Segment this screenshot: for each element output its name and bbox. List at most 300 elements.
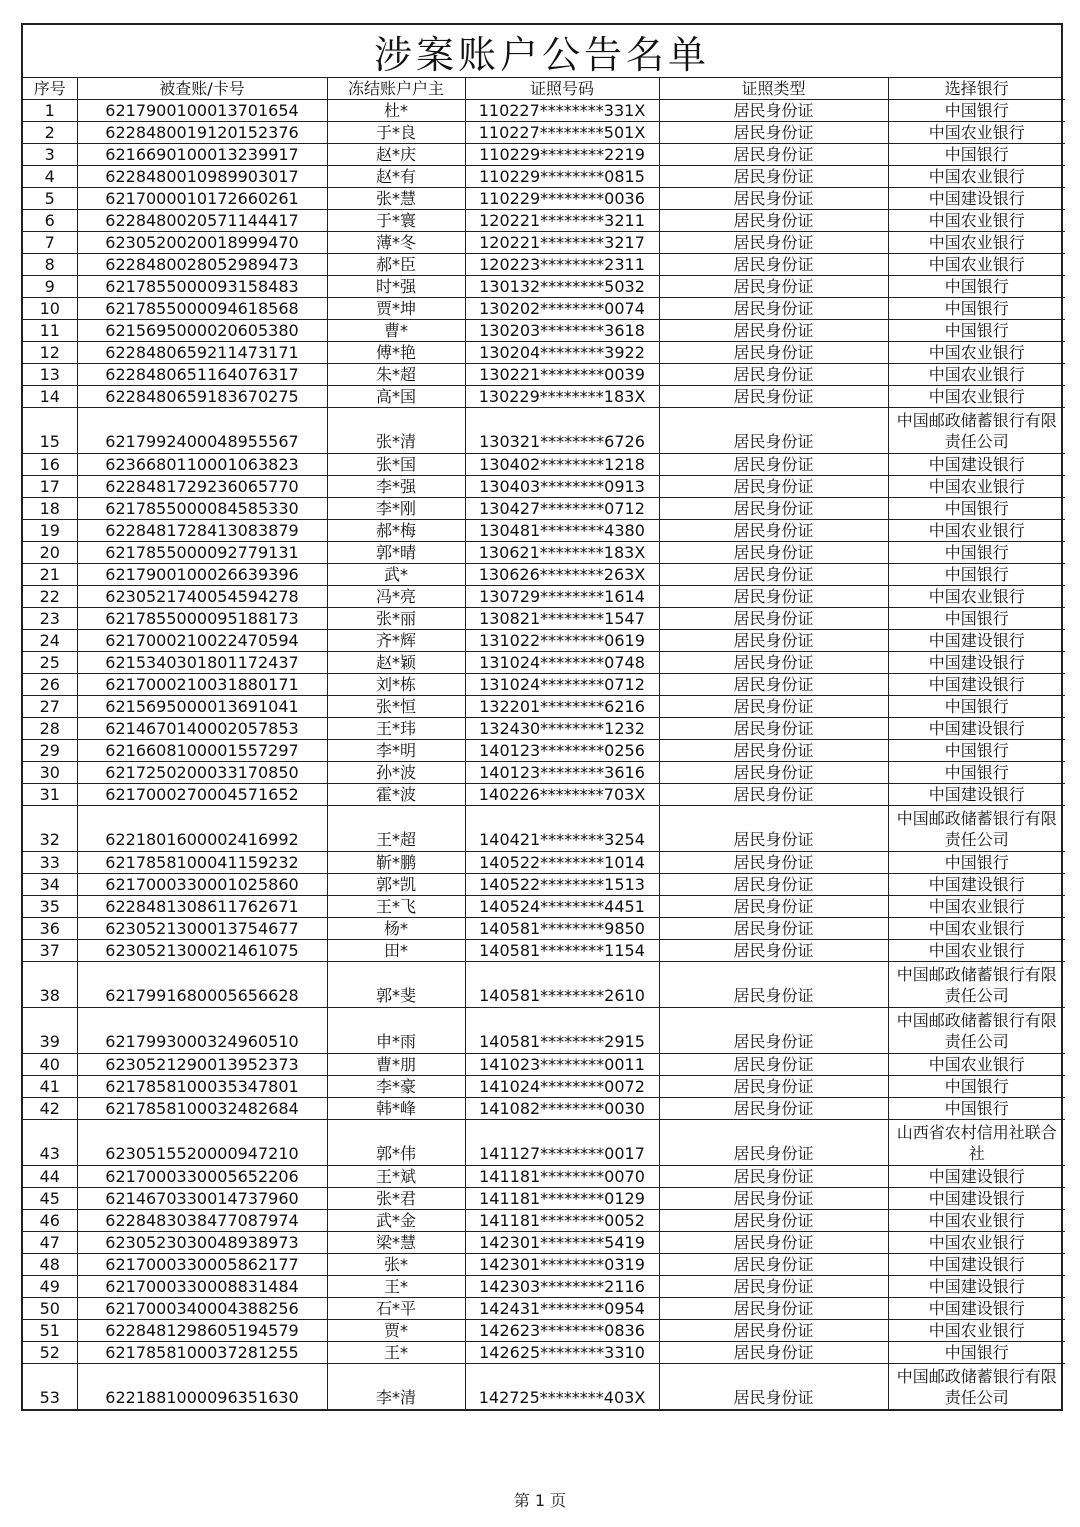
id-type: 居民身份证 — [659, 364, 888, 386]
bank-name: 中国银行 — [888, 320, 1065, 342]
id-type: 居民身份证 — [659, 652, 888, 674]
account-number: 6228480028052989473 — [77, 254, 327, 276]
id-type: 居民身份证 — [659, 874, 888, 896]
row-index: 36 — [23, 918, 77, 940]
account-number: 6217900100026639396 — [77, 564, 327, 586]
bank-name: 中国农业银行 — [888, 254, 1065, 276]
table-row — [23, 166, 1065, 188]
account-holder: 赵*颖 — [327, 652, 465, 674]
id-number: 140522********1014 — [465, 852, 659, 874]
bank-name: 中国农业银行 — [888, 166, 1065, 188]
account-number: 6228481729236065770 — [77, 476, 327, 498]
bank-name: 中国农业银行 — [888, 1320, 1065, 1342]
id-number: 130229********183X — [465, 386, 659, 408]
bank-name: 中国农业银行 — [888, 386, 1065, 408]
account-holder: 赵*有 — [327, 166, 465, 188]
id-type: 居民身份证 — [659, 476, 888, 498]
id-number: 142431********0954 — [465, 1298, 659, 1320]
row-index: 34 — [23, 874, 77, 896]
account-number: 6215340301801172437 — [77, 652, 327, 674]
account-number: 6217000210022470594 — [77, 630, 327, 652]
account-holder: 贾*坤 — [327, 298, 465, 320]
id-number: 130621********183X — [465, 542, 659, 564]
account-holder: 贾* — [327, 1320, 465, 1342]
id-number: 132201********6216 — [465, 696, 659, 718]
table-row — [23, 1298, 1065, 1320]
bank-name: 中国农业银行 — [888, 918, 1065, 940]
id-number: 141024********0072 — [465, 1076, 659, 1098]
table-row — [23, 874, 1065, 896]
id-type: 居民身份证 — [659, 896, 888, 918]
table-row — [23, 1276, 1065, 1298]
column-header-account: 被查账/卡号 — [77, 78, 327, 100]
bank-name: 中国建设银行 — [888, 784, 1065, 806]
row-index: 48 — [23, 1254, 77, 1276]
table-row — [23, 542, 1065, 564]
table-row — [23, 696, 1065, 718]
table-row — [23, 1008, 1065, 1054]
table-row — [23, 1054, 1065, 1076]
row-index: 26 — [23, 674, 77, 696]
table-row — [23, 210, 1065, 232]
table-row — [23, 122, 1065, 144]
bank-name: 中国建设银行 — [888, 674, 1065, 696]
account-notice-sheet — [21, 23, 1063, 1411]
bank-name: 中国建设银行 — [888, 1166, 1065, 1188]
account-number: 6217858100037281255 — [77, 1342, 327, 1364]
id-number: 140226********703X — [465, 784, 659, 806]
id-type: 居民身份证 — [659, 852, 888, 874]
table-row — [23, 386, 1065, 408]
account-number: 6217000340004388256 — [77, 1298, 327, 1320]
account-holder: 张*清 — [327, 408, 465, 454]
column-header-bank: 选择银行 — [888, 78, 1065, 100]
id-type: 居民身份证 — [659, 762, 888, 784]
account-holder: 韩*峰 — [327, 1098, 465, 1120]
account-number: 6228480019120152376 — [77, 122, 327, 144]
bank-name: 中国农业银行 — [888, 1232, 1065, 1254]
table-row — [23, 564, 1065, 586]
row-index: 45 — [23, 1188, 77, 1210]
account-number: 6221801600002416992 — [77, 806, 327, 852]
account-number: 6217858100035347801 — [77, 1076, 327, 1098]
table-row — [23, 188, 1065, 210]
account-number: 6228481298605194579 — [77, 1320, 327, 1342]
account-number: 6217000330005862177 — [77, 1254, 327, 1276]
id-type: 居民身份证 — [659, 564, 888, 586]
account-holder: 梁*慧 — [327, 1232, 465, 1254]
id-number: 130132********5032 — [465, 276, 659, 298]
account-number: 6230520020018999470 — [77, 232, 327, 254]
account-number: 6228483038477087974 — [77, 1210, 327, 1232]
row-index: 5 — [23, 188, 77, 210]
bank-name: 中国银行 — [888, 762, 1065, 784]
id-number: 142303********2116 — [465, 1276, 659, 1298]
row-index: 31 — [23, 784, 77, 806]
bank-name: 中国邮政储蓄银行有限责任公司 — [888, 408, 1065, 454]
row-index: 2 — [23, 122, 77, 144]
bank-name: 中国银行 — [888, 696, 1065, 718]
row-index: 46 — [23, 1210, 77, 1232]
account-number: 6217858100032482684 — [77, 1098, 327, 1120]
account-number: 6216690100013239917 — [77, 144, 327, 166]
account-number: 6217000330008831484 — [77, 1276, 327, 1298]
bank-name: 中国银行 — [888, 1098, 1065, 1120]
row-index: 6 — [23, 210, 77, 232]
id-number: 130202********0074 — [465, 298, 659, 320]
row-index: 24 — [23, 630, 77, 652]
id-type: 居民身份证 — [659, 608, 888, 630]
row-index: 29 — [23, 740, 77, 762]
table-row — [23, 652, 1065, 674]
account-number: 6217855000094618568 — [77, 298, 327, 320]
account-number: 6217855000092779131 — [77, 542, 327, 564]
account-holder: 于*良 — [327, 122, 465, 144]
table-row — [23, 1098, 1065, 1120]
row-index: 8 — [23, 254, 77, 276]
id-number: 110229********0815 — [465, 166, 659, 188]
account-holder: 冯*亮 — [327, 586, 465, 608]
table-row — [23, 232, 1065, 254]
account-holder: 王*超 — [327, 806, 465, 852]
account-number: 6230521300013754677 — [77, 918, 327, 940]
table-row — [23, 762, 1065, 784]
bank-name: 中国银行 — [888, 542, 1065, 564]
table-row — [23, 1188, 1065, 1210]
account-holder: 石*平 — [327, 1298, 465, 1320]
account-holder: 郭*斐 — [327, 962, 465, 1008]
bank-name: 中国建设银行 — [888, 188, 1065, 210]
id-number: 142623********0836 — [465, 1320, 659, 1342]
row-index: 49 — [23, 1276, 77, 1298]
account-table — [23, 78, 1065, 1409]
account-holder: 王*玮 — [327, 718, 465, 740]
row-index: 15 — [23, 408, 77, 454]
row-index: 41 — [23, 1076, 77, 1098]
bank-name: 中国农业银行 — [888, 520, 1065, 542]
account-holder: 郭*伟 — [327, 1120, 465, 1166]
id-number: 130729********1614 — [465, 586, 659, 608]
account-holder: 薄*冬 — [327, 232, 465, 254]
bank-name: 中国银行 — [888, 852, 1065, 874]
account-number: 6217855000095188173 — [77, 608, 327, 630]
id-type: 居民身份证 — [659, 342, 888, 364]
id-number: 131024********0712 — [465, 674, 659, 696]
row-index: 35 — [23, 896, 77, 918]
id-type: 居民身份证 — [659, 1188, 888, 1210]
account-holder: 曹* — [327, 320, 465, 342]
row-index: 50 — [23, 1298, 77, 1320]
column-header-holder: 冻结账户户主 — [327, 78, 465, 100]
table-row — [23, 784, 1065, 806]
id-type: 居民身份证 — [659, 166, 888, 188]
id-type: 居民身份证 — [659, 1276, 888, 1298]
id-number: 141181********0129 — [465, 1188, 659, 1210]
id-type: 居民身份证 — [659, 210, 888, 232]
id-type: 居民身份证 — [659, 298, 888, 320]
row-index: 13 — [23, 364, 77, 386]
id-type: 居民身份证 — [659, 1210, 888, 1232]
bank-name: 中国银行 — [888, 564, 1065, 586]
row-index: 19 — [23, 520, 77, 542]
account-holder: 李*刚 — [327, 498, 465, 520]
id-type: 居民身份证 — [659, 276, 888, 298]
table-row — [23, 852, 1065, 874]
id-type: 居民身份证 — [659, 586, 888, 608]
account-number: 6228480659211473171 — [77, 342, 327, 364]
bank-name: 中国农业银行 — [888, 476, 1065, 498]
row-index: 43 — [23, 1120, 77, 1166]
table-row — [23, 1076, 1065, 1098]
account-number: 6228480010989903017 — [77, 166, 327, 188]
table-row — [23, 254, 1065, 276]
id-type: 居民身份证 — [659, 1342, 888, 1364]
row-index: 38 — [23, 962, 77, 1008]
account-holder: 郭*凯 — [327, 874, 465, 896]
row-index: 17 — [23, 476, 77, 498]
bank-name: 中国邮政储蓄银行有限责任公司 — [888, 806, 1065, 852]
bank-name: 中国银行 — [888, 1342, 1065, 1364]
table-row — [23, 740, 1065, 762]
id-type: 居民身份证 — [659, 1298, 888, 1320]
table-row — [23, 1210, 1065, 1232]
account-holder: 齐*辉 — [327, 630, 465, 652]
bank-name: 中国农业银行 — [888, 1210, 1065, 1232]
account-holder: 靳*鹏 — [327, 852, 465, 874]
column-header-index: 序号 — [23, 78, 77, 100]
account-number: 6217000330005652206 — [77, 1166, 327, 1188]
account-number: 6214670330014737960 — [77, 1188, 327, 1210]
account-number: 6230523030048938973 — [77, 1232, 327, 1254]
table-header-row — [23, 78, 1065, 100]
row-index: 37 — [23, 940, 77, 962]
id-number: 120221********3211 — [465, 210, 659, 232]
id-type: 居民身份证 — [659, 188, 888, 210]
table-row — [23, 1342, 1065, 1364]
id-type: 居民身份证 — [659, 1232, 888, 1254]
row-index: 18 — [23, 498, 77, 520]
bank-name: 中国银行 — [888, 100, 1065, 122]
bank-name: 中国农业银行 — [888, 896, 1065, 918]
account-number: 6217993000324960510 — [77, 1008, 327, 1054]
bank-name: 中国邮政储蓄银行有限责任公司 — [888, 962, 1065, 1008]
row-index: 11 — [23, 320, 77, 342]
id-number: 130221********0039 — [465, 364, 659, 386]
account-number: 6217992400048955567 — [77, 408, 327, 454]
account-holder: 王*斌 — [327, 1166, 465, 1188]
account-holder: 杨* — [327, 918, 465, 940]
table-body — [23, 100, 1065, 1410]
account-number: 6221881000096351630 — [77, 1364, 327, 1410]
id-number: 131024********0748 — [465, 652, 659, 674]
account-holder: 田* — [327, 940, 465, 962]
table-row — [23, 320, 1065, 342]
account-holder: 李*明 — [327, 740, 465, 762]
account-number: 6230515520000947210 — [77, 1120, 327, 1166]
table-row — [23, 630, 1065, 652]
id-number: 140581********2610 — [465, 962, 659, 1008]
account-holder: 张*国 — [327, 454, 465, 476]
bank-name: 中国银行 — [888, 144, 1065, 166]
account-holder: 王* — [327, 1276, 465, 1298]
row-index: 9 — [23, 276, 77, 298]
bank-name: 中国建设银行 — [888, 1188, 1065, 1210]
account-holder: 武*金 — [327, 1210, 465, 1232]
table-row — [23, 498, 1065, 520]
id-type: 居民身份证 — [659, 696, 888, 718]
id-number: 140421********3254 — [465, 806, 659, 852]
id-type: 居民身份证 — [659, 520, 888, 542]
account-number: 6217000210031880171 — [77, 674, 327, 696]
id-type: 居民身份证 — [659, 408, 888, 454]
row-index: 14 — [23, 386, 77, 408]
id-number: 140581********9850 — [465, 918, 659, 940]
bank-name: 中国农业银行 — [888, 586, 1065, 608]
row-index: 4 — [23, 166, 77, 188]
account-number: 6230521290013952373 — [77, 1054, 327, 1076]
id-number: 130821********1547 — [465, 608, 659, 630]
bank-name: 中国邮政储蓄银行有限责任公司 — [888, 1364, 1065, 1410]
account-holder: 李*强 — [327, 476, 465, 498]
id-type: 居民身份证 — [659, 100, 888, 122]
account-holder: 王* — [327, 1342, 465, 1364]
table-row — [23, 608, 1065, 630]
bank-name: 中国农业银行 — [888, 342, 1065, 364]
id-type: 居民身份证 — [659, 740, 888, 762]
id-type: 居民身份证 — [659, 386, 888, 408]
id-number: 141023********0011 — [465, 1054, 659, 1076]
account-number: 6217858100041159232 — [77, 852, 327, 874]
account-number: 6215695000020605380 — [77, 320, 327, 342]
account-holder: 张*丽 — [327, 608, 465, 630]
account-holder: 郭*晴 — [327, 542, 465, 564]
table-row — [23, 454, 1065, 476]
row-index: 10 — [23, 298, 77, 320]
id-number: 130427********0712 — [465, 498, 659, 520]
bank-name: 中国农业银行 — [888, 232, 1065, 254]
table-row — [23, 918, 1065, 940]
account-number: 6217000330001025860 — [77, 874, 327, 896]
bank-name: 中国农业银行 — [888, 364, 1065, 386]
row-index: 3 — [23, 144, 77, 166]
table-row — [23, 276, 1065, 298]
id-number: 140123********3616 — [465, 762, 659, 784]
account-number: 6214670140002057853 — [77, 718, 327, 740]
bank-name: 中国建设银行 — [888, 1298, 1065, 1320]
account-number: 6228481308611762671 — [77, 896, 327, 918]
table-row — [23, 718, 1065, 740]
bank-name: 中国银行 — [888, 498, 1065, 520]
account-holder: 张*慧 — [327, 188, 465, 210]
id-number: 140123********0256 — [465, 740, 659, 762]
page-title: 涉案账户公告名单 — [23, 25, 1061, 78]
row-index: 44 — [23, 1166, 77, 1188]
id-number: 141127********0017 — [465, 1120, 659, 1166]
row-index: 23 — [23, 608, 77, 630]
id-number: 142725********403X — [465, 1364, 659, 1410]
id-number: 141082********0030 — [465, 1098, 659, 1120]
column-header-id-type: 证照类型 — [659, 78, 888, 100]
account-holder: 武* — [327, 564, 465, 586]
account-number: 6215695000013691041 — [77, 696, 327, 718]
account-holder: 杜* — [327, 100, 465, 122]
id-number: 140581********2915 — [465, 1008, 659, 1054]
account-holder: 李*清 — [327, 1364, 465, 1410]
bank-name: 中国建设银行 — [888, 874, 1065, 896]
id-type: 居民身份证 — [659, 962, 888, 1008]
account-number: 6217000010172660261 — [77, 188, 327, 210]
account-number: 6228480020571144417 — [77, 210, 327, 232]
id-number: 130321********6726 — [465, 408, 659, 454]
id-number: 110227********331X — [465, 100, 659, 122]
id-type: 居民身份证 — [659, 454, 888, 476]
account-holder: 张* — [327, 1254, 465, 1276]
account-number: 6230521740054594278 — [77, 586, 327, 608]
bank-name: 中国建设银行 — [888, 652, 1065, 674]
row-index: 27 — [23, 696, 77, 718]
account-holder: 曹*朋 — [327, 1054, 465, 1076]
bank-name: 中国建设银行 — [888, 1276, 1065, 1298]
id-type: 居民身份证 — [659, 1364, 888, 1410]
account-holder: 高*国 — [327, 386, 465, 408]
id-type: 居民身份证 — [659, 1098, 888, 1120]
table-row — [23, 1254, 1065, 1276]
bank-name: 中国银行 — [888, 740, 1065, 762]
table-row — [23, 1232, 1065, 1254]
id-type: 居民身份证 — [659, 630, 888, 652]
row-index: 22 — [23, 586, 77, 608]
id-type: 居民身份证 — [659, 232, 888, 254]
table-row — [23, 298, 1065, 320]
row-index: 47 — [23, 1232, 77, 1254]
id-number: 120221********3217 — [465, 232, 659, 254]
account-holder: 孙*波 — [327, 762, 465, 784]
row-index: 52 — [23, 1342, 77, 1364]
id-number: 140581********1154 — [465, 940, 659, 962]
id-type: 居民身份证 — [659, 254, 888, 276]
table-row — [23, 1320, 1065, 1342]
page-number: 第 1 页 — [513, 1491, 567, 1510]
id-number: 142625********3310 — [465, 1342, 659, 1364]
account-number: 6217991680005656628 — [77, 962, 327, 1008]
id-number: 110229********2219 — [465, 144, 659, 166]
id-number: 130203********3618 — [465, 320, 659, 342]
bank-name: 中国银行 — [888, 1076, 1065, 1098]
id-type: 居民身份证 — [659, 1254, 888, 1276]
account-number: 6230521300021461075 — [77, 940, 327, 962]
table-row — [23, 940, 1065, 962]
row-index: 28 — [23, 718, 77, 740]
account-holder: 郝*梅 — [327, 520, 465, 542]
row-index: 51 — [23, 1320, 77, 1342]
id-number: 110227********501X — [465, 122, 659, 144]
id-type: 居民身份证 — [659, 498, 888, 520]
id-number: 130402********1218 — [465, 454, 659, 476]
account-holder: 傅*艳 — [327, 342, 465, 364]
row-index: 39 — [23, 1008, 77, 1054]
id-type: 居民身份证 — [659, 1320, 888, 1342]
table-row — [23, 896, 1065, 918]
id-type: 居民身份证 — [659, 542, 888, 564]
account-number: 6228481728413083879 — [77, 520, 327, 542]
row-index: 40 — [23, 1054, 77, 1076]
account-number: 6217855000093158483 — [77, 276, 327, 298]
account-holder: 霍*波 — [327, 784, 465, 806]
id-type: 居民身份证 — [659, 1054, 888, 1076]
id-type: 居民身份证 — [659, 320, 888, 342]
bank-name: 中国农业银行 — [888, 1054, 1065, 1076]
row-index: 1 — [23, 100, 77, 122]
